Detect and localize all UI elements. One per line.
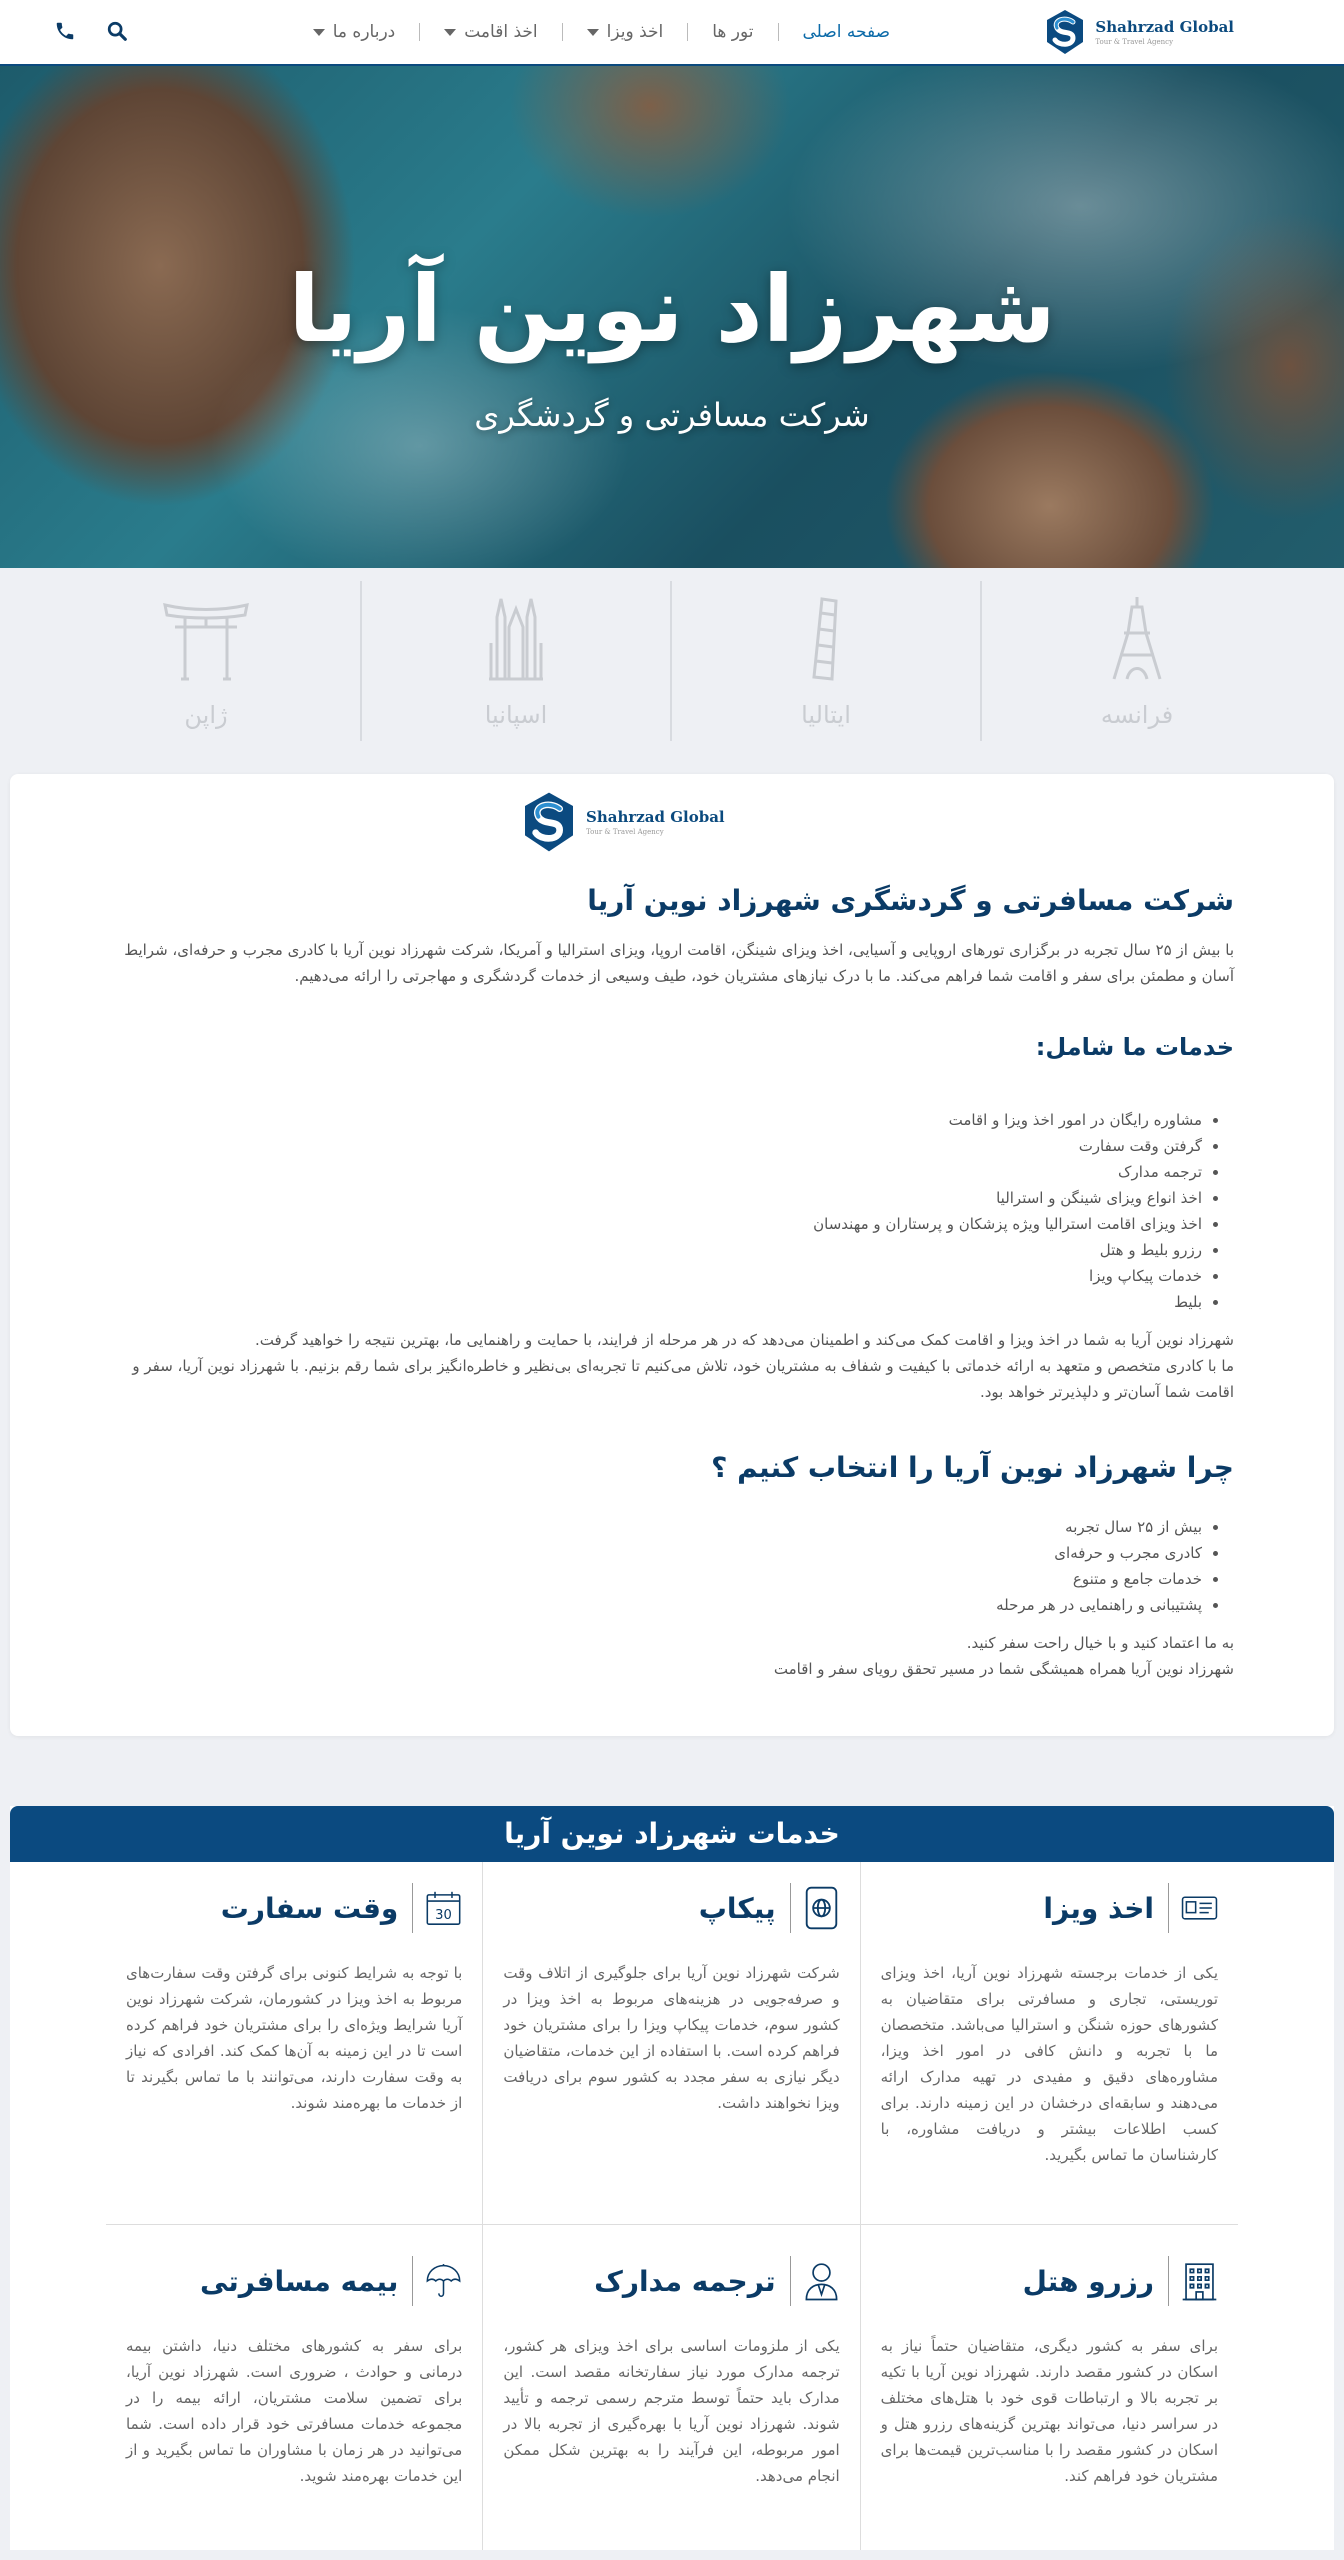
hero-banner: [0, 66, 1344, 568]
service-title: پیکاپ: [698, 1891, 776, 1925]
brand-tagline: Tour & Travel Agency: [586, 828, 664, 836]
about-final-1: به ما اعتماد کنید و با خیال راحت سفر کنید.: [966, 1634, 1234, 1652]
brand-logo[interactable]: [1045, 8, 1234, 56]
services-list: [110, 1107, 1234, 1315]
main-menu: [289, 0, 914, 64]
service-hotel[interactable]: [861, 2224, 1238, 2550]
list-item: • بلیط: [110, 1289, 1202, 1315]
about-closing-1: شهرزاد نوین آریا به شما در اخذ ویزا و اقامت کمک می‌کند و اطمینان می‌دهد که در هر مرحله از فرایند، با حمایت و راهنمایی ما، بهترین نتیجه را خواهید گرفت.: [255, 1331, 1234, 1349]
search-icon[interactable]: [106, 20, 130, 44]
card-logo: [522, 790, 725, 854]
nav-actions: [54, 20, 130, 44]
service-title: ترجمه مدارک: [594, 2264, 776, 2298]
why-list: [110, 1514, 1234, 1618]
services-title: خدمات شهرزاد نوین آریا: [10, 1806, 1334, 1862]
list-item: • بیش از ۲۵ سال تجربه: [110, 1514, 1202, 1540]
service-text: یکی از خدمات برجسته شهرزاد نوین آریا، اخذ ویزای توریستی، تجاری و مسافرتی برای متقاضیان به کشورهای حوزه شنگن و استرالیا می‌باشد. متخصصان ما با تجربه و دانش کافی در امور اخذ ویزا، مشاوره‌های دقیق و مفیدی در تهیه مدارک ارائه می‌دهند و سابقه‌ای درخشان در این زمینه دارند. برای کسب اطلاعات بیشتر و دریافت مشاوره، با کارشناسان ما تماس بگیرید.: [880, 1964, 1218, 2164]
service-text: برای سفر به کشور دیگری، متقاضیان حتماً نیاز به اسکان در کشور مقصد دارند. شهرزاد نوین آریا با تکیه بر تجربه بالا و ارتباطات قوی خود با هتل‌های مختلف در سراسر دنیا، می‌تواند بهترین گزینه‌های رزرو هتل و اسکان در کشور مقصد را با مناسب‌ترین قیمت‌ها برای مشتریان خود فراهم کند.: [880, 2337, 1218, 2485]
spacer: [110, 1618, 1234, 1630]
service-text: برای سفر به کشورهای مختلف دنیا، داشتن بیمه درمانی و حوادث ، ضروری است. شهرزاد نوین آریا، برای تضمین سلامت مشتریان، ارائه بیمه را در مجموعه خدمات مسافرتی خود قرار داده است. شما می‌توانید در هر زمان با مشاوران ما تماس بگیرید و از این خدمات بهره‌مند شوید.: [126, 2337, 463, 2485]
service-text: یکی از ملزومات اساسی برای اخذ ویزای هر کشور، ترجمه مدارک مورد نیاز سفارتخانه مقصد است. این مدارک باید حتماً توسط مترجم رسمی ترجمه و تأیید شوند. شهرزاد نوین آریا با بهره‌گیری از تجربه بالا در امور مربوطه، این فرآیند را به بهترین شکل ممکن انجام می‌دهد.: [503, 2337, 840, 2485]
service-title: وقت سفارت: [220, 1891, 399, 1925]
services-list-title: خدمات ما شامل:: [1035, 1033, 1234, 1061]
list-item: • ترجمه مدارک: [110, 1159, 1202, 1185]
nav-about[interactable]: [289, 22, 420, 42]
hero-title: شهرزاد نوین آریا: [288, 256, 1056, 363]
why-title: چرا شهرزاد نوین آریا را انتخاب کنیم ؟: [711, 1451, 1234, 1484]
umbrella-icon: [412, 2256, 462, 2306]
brand-name: Shahrzad Global: [586, 808, 725, 826]
brand-tagline: Tour & Travel Agency: [1095, 38, 1174, 46]
globe-phone-icon: [790, 1883, 840, 1933]
visa-card-icon: [1168, 1883, 1218, 1933]
nav-visa[interactable]: [563, 22, 688, 42]
hotel-building-icon: [1168, 2256, 1218, 2306]
list-item: • پشتیبانی و راهنمایی در هر مرحله: [110, 1592, 1202, 1618]
logo-mark-icon: [1045, 8, 1085, 56]
sagrada-familia-icon: [481, 593, 551, 683]
calendar-icon: [412, 1883, 462, 1933]
chevron-down-icon: [313, 29, 325, 36]
country-france[interactable]: [982, 581, 1292, 741]
country-italy[interactable]: [672, 581, 982, 741]
country-name: اسپانیا: [484, 701, 548, 729]
about-card: [10, 774, 1334, 1736]
countries-strip: [0, 568, 1344, 754]
list-item: • رزرو بلیط و هتل: [110, 1237, 1202, 1263]
pisa-tower-icon: [796, 593, 856, 683]
service-text: با توجه به شرایط کنونی برای گرفتن وقت سفارت‌های مربوط به اخذ ویزا در کشورمان، شرکت شهرزاد نوین آریا شرایط ویژه‌ای را برای مشتریان خود فراهم کرده است تا در این زمینه به آن‌ها کمک کند. افرادی که نیاز به وقت سفارت دارند، می‌توانند با ما تماس بگیرند تا از خدمات ما بهره‌مند شوند.: [126, 1964, 463, 2112]
nav-home-label: صفحه اصلی: [802, 22, 890, 42]
list-item: • خدمات جامع و متنوع: [110, 1566, 1202, 1592]
about-content: [110, 884, 1234, 1682]
eiffel-tower-icon: [1102, 593, 1172, 683]
logo-mark-icon: [522, 790, 576, 854]
service-title: اخذ ویزا: [1043, 1891, 1154, 1925]
phone-icon[interactable]: [54, 20, 78, 44]
service-title: رزرو هتل: [1022, 2264, 1154, 2298]
list-item: • گرفتن وقت سفارت: [110, 1133, 1202, 1159]
nav-residency-label: اخذ اقامت: [464, 22, 538, 42]
calendar-day-number: 30: [435, 1907, 453, 1923]
nav-about-label: درباره ما: [332, 22, 396, 42]
nav-tours-label: تور ها: [712, 22, 754, 42]
chevron-down-icon: [444, 29, 456, 36]
translator-person-icon: [790, 2256, 840, 2306]
list-item: • اخذ ویزای اقامت استرالیا ویژه پزشکان و پرستاران و مهندسان: [110, 1211, 1202, 1237]
brand-name: Shahrzad Global: [1095, 18, 1234, 36]
about-closing-2: ما با کادری متخصص و متعهد به ارائه خدماتی با کیفیت و شفاف به مشتریان خود، تلاش می‌کنیم تا تجربه‌ای بی‌نظیر و خاطره‌انگیز برای شما رقم بزنیم. با شهرزاد نوین آریا، سفر و اقامت شما آسان‌تر و دلپذیرتر خواهد بود.: [132, 1357, 1234, 1401]
top-navbar: [0, 0, 1344, 66]
country-spain[interactable]: [362, 581, 672, 741]
services-section: [10, 1806, 1334, 2550]
service-visa[interactable]: [861, 1862, 1238, 2224]
list-item: • اخذ انواع ویزای شینگن و استرالیا: [110, 1185, 1202, 1211]
country-name: فرانسه: [1100, 701, 1174, 729]
service-text: شرکت شهرزاد نوین آریا برای جلوگیری از اتلاف وقت و صرفه‌جویی در هزینه‌های مربوط به اخذ ویزا در کشور سوم، خدمات پیکاپ ویزا را برای مشتریان خود فراهم کرده است. با استفاده از این خدمات، متقاضیان دیگر نیازی به سفر مجدد به کشور سوم برای دریافت ویزا نخواهند داشت.: [503, 1964, 840, 2112]
nav-home[interactable]: [779, 22, 914, 42]
country-japan[interactable]: [52, 581, 362, 741]
service-pickup[interactable]: [483, 1862, 860, 2224]
service-translation[interactable]: [483, 2224, 860, 2550]
services-grid: [106, 1862, 1238, 2550]
nav-visa-label: اخذ ویزا: [606, 22, 664, 42]
list-item: • کادری مجرب و حرفه‌ای: [110, 1540, 1202, 1566]
spacer: [110, 1315, 1234, 1327]
service-travel-insurance[interactable]: [106, 2224, 483, 2550]
country-name: ایتالیا: [801, 701, 851, 729]
list-item: • مشاوره رایگان در امور اخذ ویزا و اقامت: [110, 1107, 1202, 1133]
service-title: بیمه مسافرتی: [199, 2264, 399, 2298]
nav-tours[interactable]: [688, 22, 777, 42]
nav-residency[interactable]: [420, 22, 561, 42]
country-name: ژاپن: [184, 701, 228, 729]
about-final-2: شهرزاد نوین آریا همراه همیشگی شما در مسیر تحقق رویای سفر و اقامت: [773, 1660, 1234, 1678]
service-embassy-appointment[interactable]: [106, 1862, 483, 2224]
hero-subtitle: شرکت مسافرتی و گردشگری: [474, 396, 870, 434]
torii-gate-icon: [161, 593, 251, 683]
chevron-down-icon: [587, 29, 599, 36]
about-intro: با بیش از ۲۵ سال تجربه در برگزاری تورهای اروپایی و آسیایی، اخذ ویزای شینگن، اقامت اروپا، ویزای استرالیا و آمریکا، شرکت شهرزاد نوین آریا با کادری مجرب و حرفه‌ای، شرایط آسان و مطمئن برای سفر و اقامت شما فراهم می‌کند. ما با درک نیازهای مشتریان خود، طیف وسیعی از خدمات گردشگری و مهاجرتی را ارائه می‌دهیم.: [124, 941, 1234, 985]
list-item: • خدمات پیکاپ ویزا: [110, 1263, 1202, 1289]
about-title: شرکت مسافرتی و گردشگری شهرزاد نوین آریا: [587, 884, 1234, 917]
